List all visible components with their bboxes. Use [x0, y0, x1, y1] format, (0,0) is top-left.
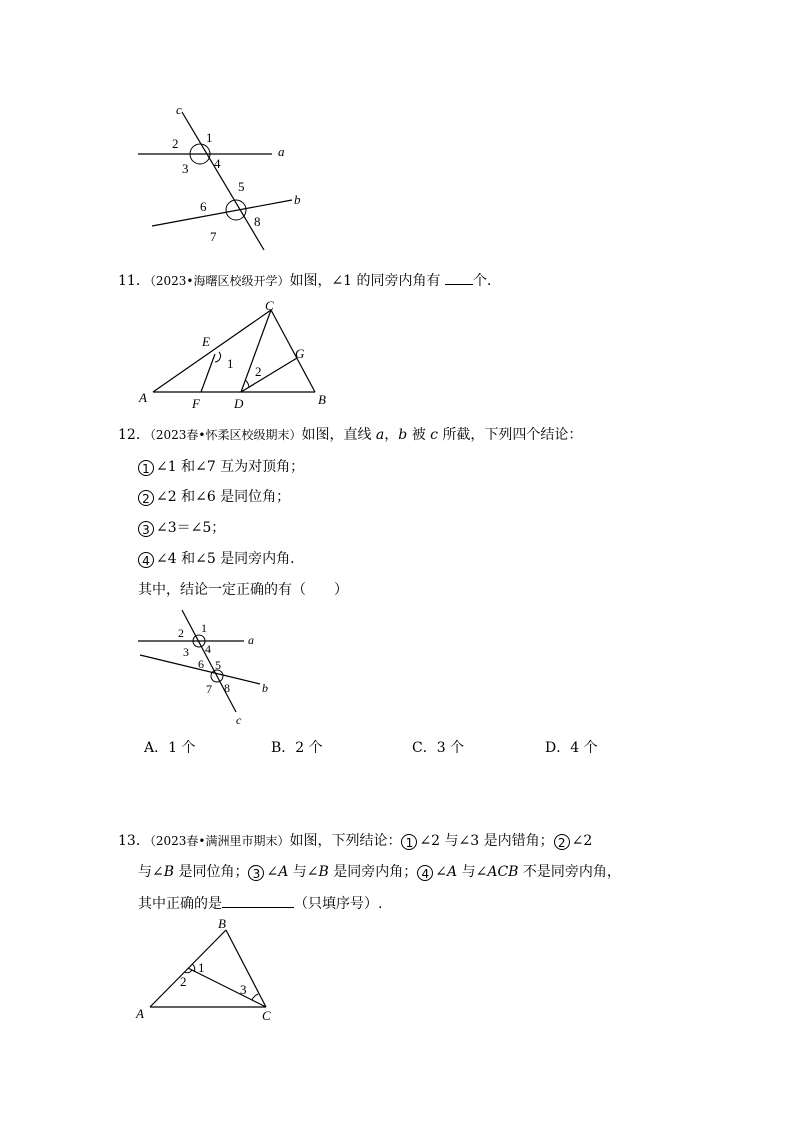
statement-4	[138, 549, 304, 569]
angle-7: 7	[210, 229, 217, 244]
var-A: A	[278, 864, 289, 880]
angle-4: 4	[214, 156, 221, 171]
var-c: c	[430, 427, 438, 443]
angle-7: 7	[206, 682, 212, 696]
option-d[interactable]: D．4 个	[545, 740, 598, 756]
circled-number: 3	[248, 865, 264, 881]
vertex-B: B	[318, 392, 326, 407]
var-ACB: ACB	[487, 864, 519, 880]
vertex-C: C	[262, 1008, 271, 1023]
question-ask: 其中，结论一定正确的有（ ）	[138, 582, 348, 598]
angle-5: 5	[238, 179, 245, 194]
question-number: 13．	[118, 833, 150, 849]
question-text: 与∠	[292, 864, 319, 880]
question-text: ∠	[266, 864, 279, 880]
answer-blank[interactable]	[222, 893, 294, 908]
circled-number: 3	[138, 521, 154, 537]
angle-4: 4	[205, 642, 211, 656]
figure-parallel-lines-1	[130, 100, 310, 260]
question-text: 其中正确的是	[138, 896, 222, 912]
angle-6: 6	[200, 199, 207, 214]
question-text: 被	[411, 427, 426, 443]
angle-3: 3	[182, 161, 189, 176]
question-text: 如图，直线	[301, 427, 372, 443]
question-text: 与∠	[461, 864, 488, 880]
vertex-G: G	[295, 346, 305, 361]
circled-number: 1	[401, 834, 417, 850]
angle-8: 8	[224, 681, 230, 695]
question-number: 12．	[118, 427, 150, 443]
var-B: B	[163, 864, 175, 880]
option-b[interactable]: B．2 个	[271, 740, 323, 756]
angle-1: 1	[206, 130, 213, 145]
var-B: B	[318, 864, 329, 880]
angle-5: 5	[215, 658, 221, 672]
question-source: （2023春•怀柔区校级期末）	[149, 428, 302, 442]
question-13-line-3	[138, 893, 382, 914]
question-text: 如图，下列结论：	[289, 833, 402, 849]
question-text: 是同旁内角；	[333, 864, 418, 880]
figure-triangle-abc	[135, 298, 335, 410]
label-a: a	[248, 633, 254, 647]
angle-8: 8	[254, 214, 261, 229]
circled-number: 1	[138, 460, 154, 476]
question-source: （2023春•满洲里市期末）	[149, 834, 290, 848]
angle-2: 2	[180, 974, 187, 989]
angle-3: 3	[183, 645, 189, 659]
statement-text: ∠2 和∠6 是同位角；	[156, 489, 291, 505]
angle-6: 6	[198, 657, 204, 671]
angle-2: 2	[255, 364, 262, 379]
question-13	[118, 831, 592, 851]
vertex-A: A	[139, 390, 147, 405]
angle-1: 1	[201, 621, 207, 635]
vertex-B: B	[218, 916, 226, 931]
statement-text: ∠3＝∠5；	[156, 520, 226, 536]
var-A: A	[447, 864, 458, 880]
angle-3: 3	[240, 982, 247, 997]
question-text: 是同位角；	[178, 864, 249, 880]
circled-number: 4	[138, 552, 154, 568]
statement-text: ∠1 和∠7 互为对顶角；	[156, 459, 305, 475]
angle-1: 1	[198, 960, 205, 975]
question-text: （只填序号）.	[294, 896, 383, 912]
question-text: 如图，∠1 的同旁内角有	[289, 273, 441, 289]
question-text: 所截，下列四个结论：	[442, 427, 583, 443]
question-number: 11．	[118, 273, 150, 289]
vertex-C: C	[265, 298, 274, 313]
label-c: c	[236, 713, 242, 727]
angle-2: 2	[172, 136, 179, 151]
vertex-A: A	[136, 1006, 144, 1021]
circled-number: 2	[554, 834, 570, 850]
figure-parallel-lines-2	[132, 606, 282, 730]
question-text: 与∠	[138, 864, 164, 880]
angle-2: 2	[178, 626, 184, 640]
var-b: b	[398, 427, 408, 443]
question-11	[118, 270, 501, 291]
label-b: b	[294, 192, 301, 207]
option-c[interactable]: C．3 个	[412, 740, 465, 756]
figure-triangle-abc-2	[130, 912, 290, 1024]
label-c: c	[176, 102, 182, 117]
answer-blank[interactable]	[445, 270, 473, 285]
statement-text: ∠4 和∠5 是同旁内角．	[156, 551, 305, 567]
question-text-end: 个．	[473, 273, 501, 289]
question-source: （2023•海曙区校级开学）	[149, 274, 290, 288]
statement-2	[138, 487, 290, 507]
statement-3	[138, 518, 225, 538]
question-12	[118, 425, 582, 445]
var-a: a	[375, 427, 385, 443]
vertex-F: F	[192, 396, 200, 410]
question-13-line-2	[138, 862, 621, 882]
circled-number: 4	[417, 865, 433, 881]
angle-1: 1	[227, 356, 234, 371]
question-text: ∠2 与∠3 是内错角；	[419, 833, 554, 849]
label-a: a	[278, 144, 285, 159]
question-text: 不是同旁内角，	[522, 864, 621, 880]
separator: ，	[384, 427, 399, 443]
circled-number: 2	[138, 490, 154, 506]
option-a[interactable]: A．1 个	[144, 740, 196, 756]
question-text: ∠2	[571, 833, 593, 849]
statement-1	[138, 457, 304, 477]
question-text: ∠	[435, 864, 448, 880]
vertex-E: E	[202, 334, 210, 349]
label-b: b	[262, 681, 268, 695]
vertex-D: D	[234, 396, 244, 410]
